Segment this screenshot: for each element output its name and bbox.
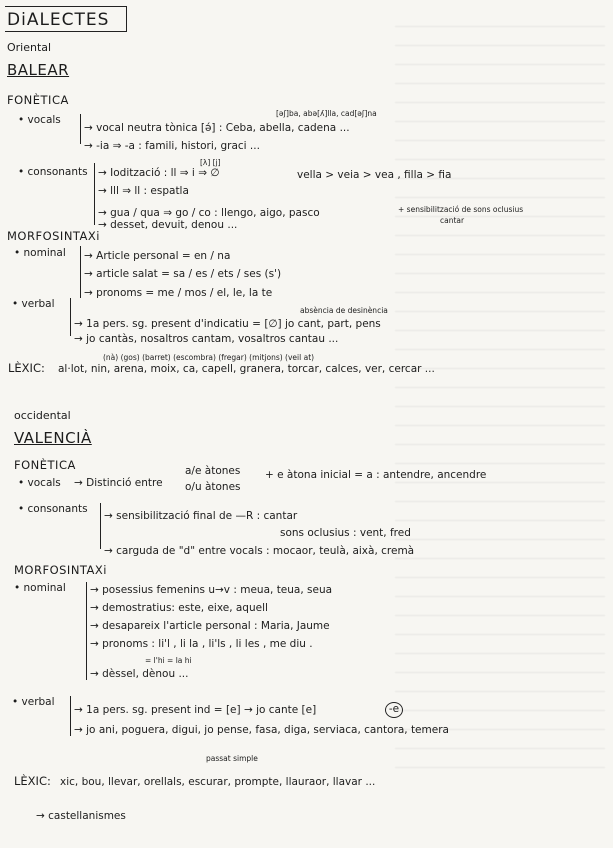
balear-vocals-2: → -ia ⇒ -a : famili, histori, graci ... — [84, 140, 260, 152]
bleed-through-texture — [395, 8, 605, 768]
page-title: DiALECTES — [5, 6, 127, 32]
valencia-verbal-label: • verbal — [12, 696, 55, 708]
dialect-balear: BALEAR — [7, 61, 70, 79]
balear-fonetica-heading: FONÈTICA — [7, 93, 69, 107]
valencia-cons-2: → carguda de "d" entre vocals : mocaor, teulà, aixà, cremà — [104, 545, 415, 557]
valencia-vocals-b: o/u àtones — [185, 481, 241, 493]
balear-vocals-note: [əʃ]ba, abə[ʎ]lla, cad[əʃ]na — [276, 109, 377, 118]
balear-nominal-brace — [80, 246, 82, 298]
valencia-verbal-2b: passat simple — [206, 754, 258, 763]
balear-morfo-heading: MORFOSINTAXi — [7, 229, 100, 243]
balear-verbal-2: → jo cantàs, nosaltros cantam, vosaltros cantau ... — [74, 333, 339, 345]
balear-cons-1b: vella > veia > vea , filla > fia — [297, 169, 452, 181]
valencia-cons-brace — [100, 503, 102, 549]
valencia-verbal-1c-wrap — [385, 702, 403, 718]
balear-cons-3b: + sensibilització de sons oclusius — [398, 205, 524, 214]
balear-vocals-brace — [80, 114, 82, 144]
valencia-lexic-extra: → castellanismes — [36, 810, 126, 822]
balear-vocals-1: → vocal neutra tònica [ə́] : Ceba, abella, cadena ... — [84, 122, 350, 134]
valencia-nominal-3: → desapareix l'article personal : Maria, Jaume — [90, 620, 330, 632]
valencia-morfo-heading: MORFOSINTAXi — [14, 563, 107, 577]
balear-cons-note: [λ] [j] — [200, 158, 221, 167]
balear-cons-3: → gua / qua ⇒ go / co : llengo, aigo, pasco — [98, 207, 320, 219]
valencia-nominal-1: → posessius femenins u→v : meua, teua, seua — [90, 584, 333, 596]
balear-verbal-brace — [70, 298, 72, 336]
valencia-lexic-label: LÈXIC: — [14, 774, 51, 788]
balear-cons-label: • consonants — [18, 166, 88, 178]
valencia-cons-1b: sons oclusius : vent, fred — [280, 527, 411, 539]
valencia-vocals-a: a/e àtones — [185, 465, 241, 477]
balear-cons-brace — [94, 163, 96, 225]
balear-verbal-note: absència de desinència — [300, 306, 388, 315]
valencia-verbal-2: → jo ani, poguera, digui, jo pense, fasa, diga, serviaca, cantora, temera — [74, 724, 449, 736]
valencia-nominal-2: → demostratius: este, eixe, aquell — [90, 602, 268, 614]
balear-cons-3c: cantar — [440, 216, 465, 225]
circled-e: -e — [385, 702, 403, 718]
valencia-nominal-label: • nominal — [14, 582, 66, 594]
region-occidental: occidental — [14, 409, 71, 422]
balear-nominal-label: • nominal — [14, 247, 66, 259]
balear-lexic-label: LÈXIC: — [8, 361, 45, 375]
valencia-verbal-brace — [70, 696, 72, 736]
balear-nominal-3: → pronoms = me / mos / el, le, la te — [84, 287, 273, 299]
valencia-cons-1: → sensibilització final de —R : cantar — [104, 510, 298, 522]
balear-lexic-words: al·lot, nin, arena, moix, ca, capell, granera, torcar, calces, ver, cercar ... — [58, 363, 435, 375]
region-oriental: Oriental — [7, 41, 52, 54]
balear-verbal-1: → 1a pers. sg. present d'indicatiu = [∅] jo cant, part, pens — [74, 318, 381, 330]
valencia-verbal-1: → 1a pers. sg. present ind = [e] → jo cante [e] — [74, 704, 317, 716]
valencia-vocals-1: → Distinció entre — [74, 477, 163, 489]
balear-cons-2: → lll ⇒ ll : espatla — [98, 185, 189, 197]
valencia-nominal-brace — [86, 582, 88, 680]
balear-verbal-label: • verbal — [12, 298, 55, 310]
valencia-nominal-4: → pronoms : li'l , li la , li'ls , li les , me diu . — [90, 638, 313, 650]
valencia-nominal-5: → dèssel, dènou ... — [90, 668, 189, 680]
valencia-vocals-c: + e àtona inicial = a : antendre, ancendre — [265, 469, 487, 481]
valencia-fonetica-heading: FONÈTICA — [14, 458, 76, 472]
valencia-nominal-4b: = l'hi = la hi — [145, 656, 192, 665]
balear-cons-4: → desset, devuit, denou ... — [98, 219, 238, 231]
balear-lexic-notes: (nà) (gos) (barret) (escombra) (fregar) (mitjons) (veil at) — [103, 353, 315, 362]
balear-nominal-1: → Article personal = en / na — [84, 250, 231, 262]
balear-vocals-label: • vocals — [18, 114, 61, 126]
valencia-lexic-words: xic, bou, llevar, orellals, escurar, prompte, llauraor, llavar ... — [60, 776, 376, 788]
valencia-cons-label: • consonants — [18, 503, 88, 515]
balear-cons-1: → Iodització : ll ⇒ i ⇒ ∅ — [98, 167, 220, 179]
dialect-valencia: VALENCIÀ — [14, 429, 92, 447]
valencia-vocals-label: • vocals — [18, 477, 61, 489]
balear-nominal-2: → article salat = sa / es / ets / ses (s') — [84, 268, 282, 280]
